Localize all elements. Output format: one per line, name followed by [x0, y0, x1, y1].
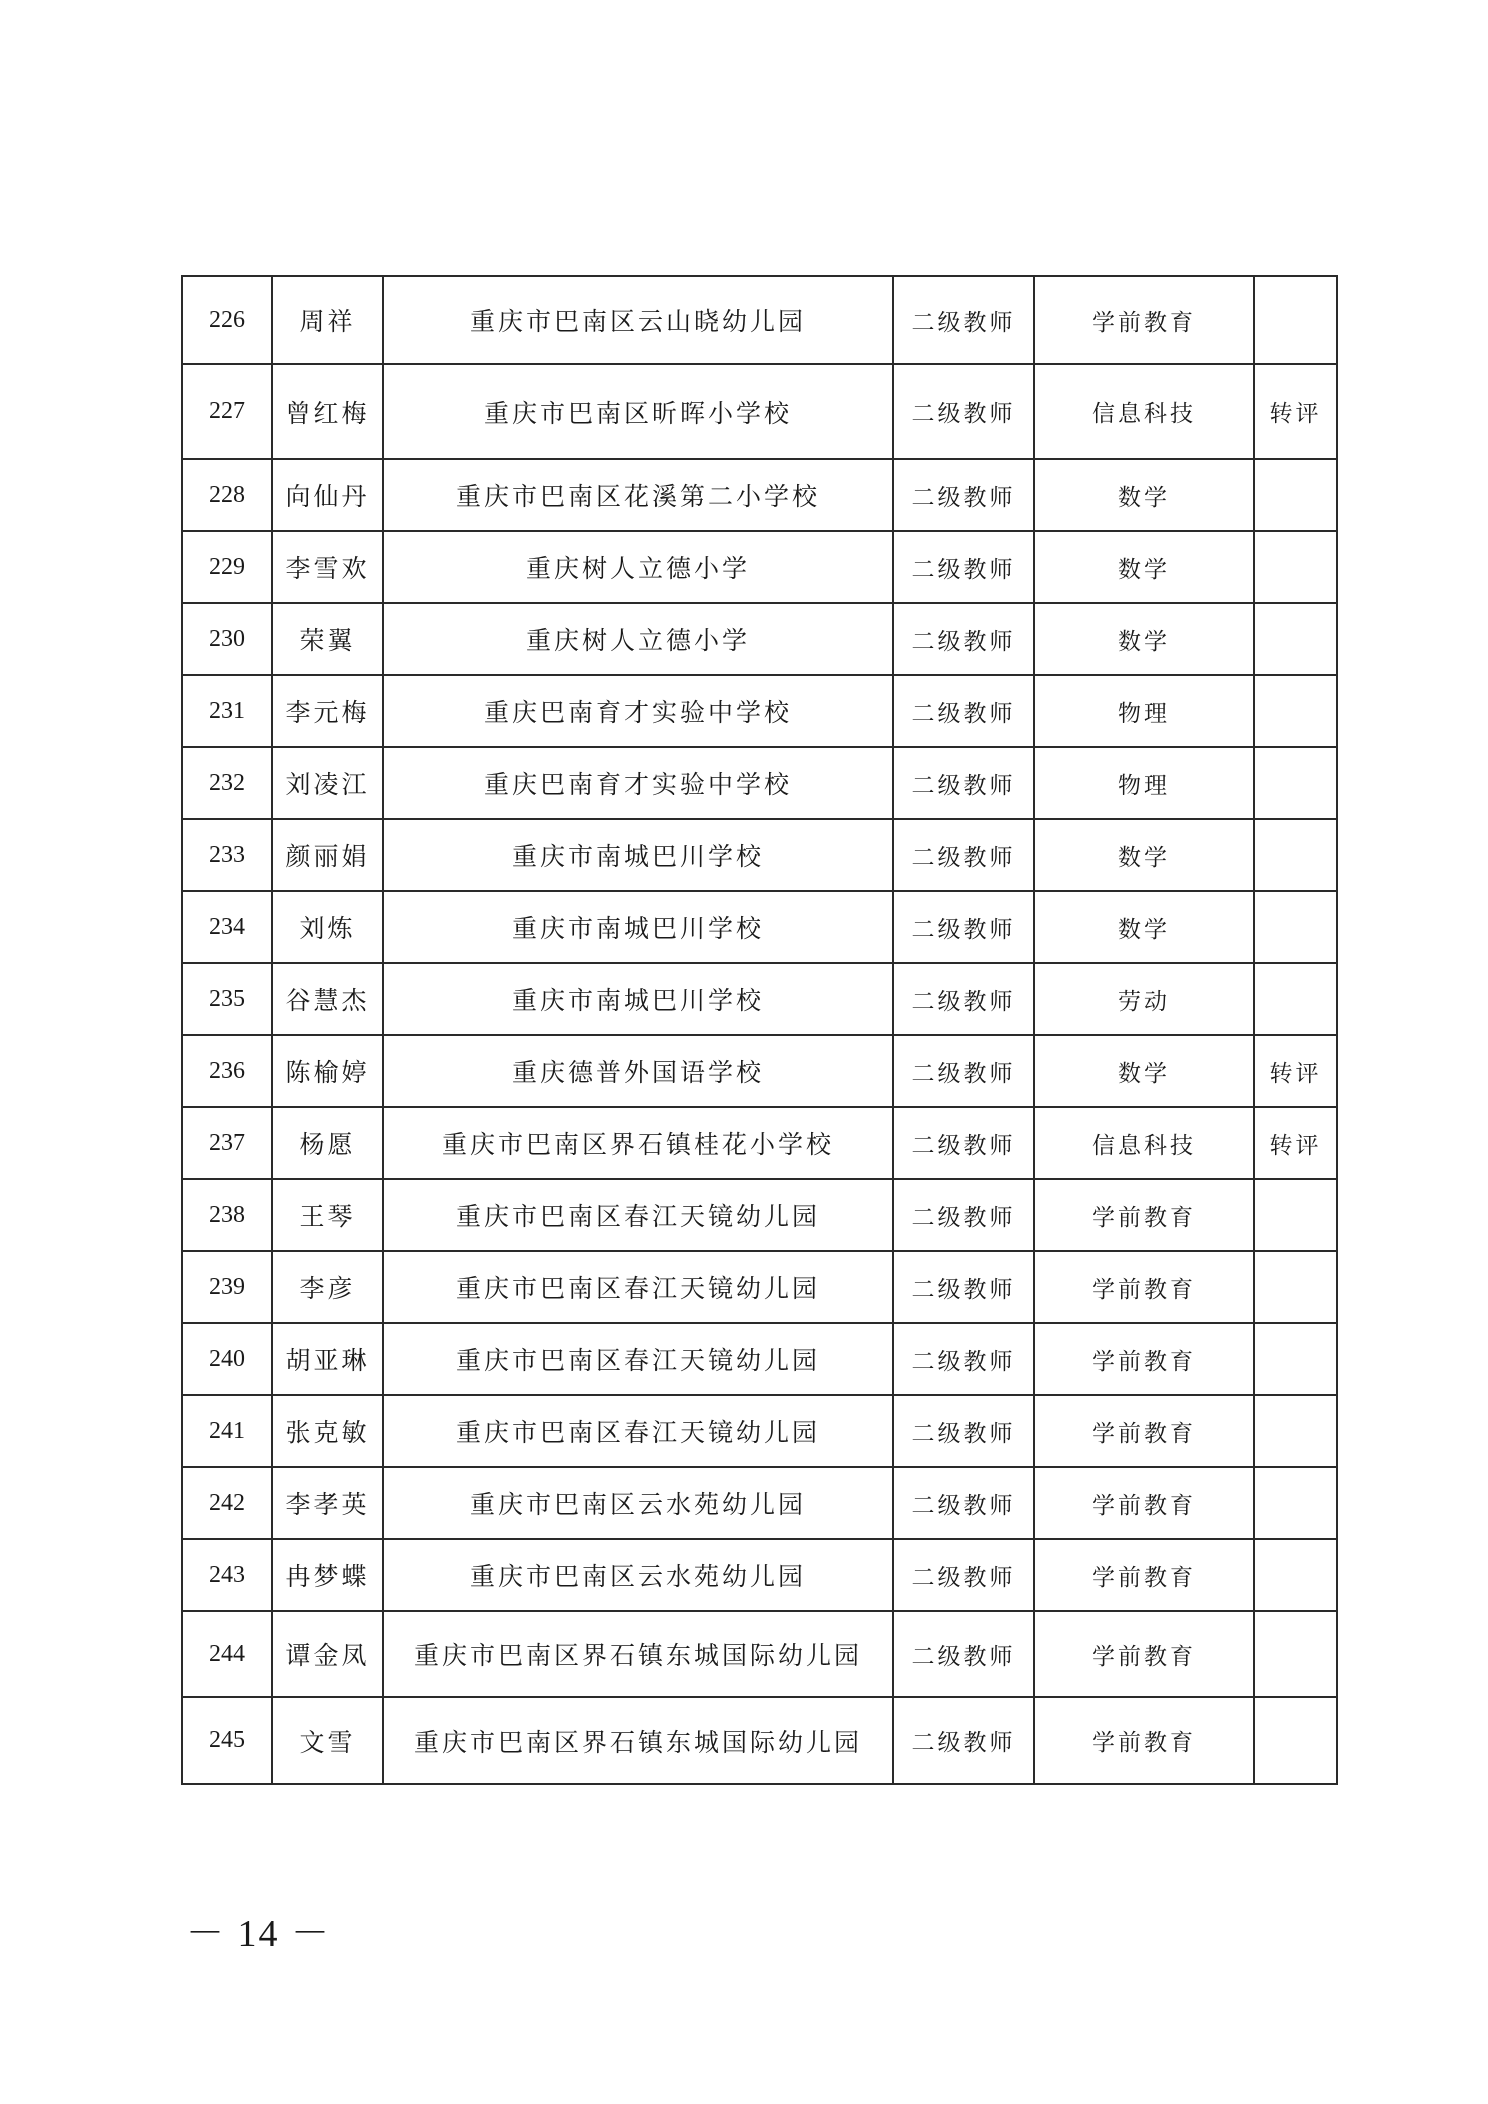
teacher-name-cell: 胡亚琳 [272, 1323, 383, 1395]
table-row [182, 1035, 1337, 1107]
table-row [182, 1107, 1337, 1179]
note-cell [1254, 747, 1337, 819]
subject-cell: 学前教育 [1034, 1251, 1254, 1323]
row-number-cell: 227 [182, 364, 272, 459]
professional-title-cell: 二级教师 [893, 819, 1034, 891]
row-number-cell: 245 [182, 1697, 272, 1784]
school-name-cell: 重庆市南城巴川学校 [383, 963, 893, 1035]
subject-cell: 数学 [1034, 531, 1254, 603]
table-row [182, 603, 1337, 675]
subject-cell: 数学 [1034, 891, 1254, 963]
teacher-name-cell: 李元梅 [272, 675, 383, 747]
professional-title-cell: 二级教师 [893, 675, 1034, 747]
subject-cell: 信息科技 [1034, 1107, 1254, 1179]
row-number-cell: 241 [182, 1395, 272, 1467]
school-name-cell: 重庆市巴南区春江天镜幼儿园 [383, 1395, 893, 1467]
school-name-cell: 重庆市巴南区昕晖小学校 [383, 364, 893, 459]
school-name-cell: 重庆树人立德小学 [383, 603, 893, 675]
roster-body [182, 276, 1337, 1784]
teacher-name-cell: 谭金凤 [272, 1611, 383, 1697]
note-cell: 转评 [1254, 1035, 1337, 1107]
note-cell [1254, 891, 1337, 963]
teacher-title-roster-table [181, 275, 1338, 1785]
table-row [182, 891, 1337, 963]
teacher-name-cell: 张克敏 [272, 1395, 383, 1467]
teacher-name-cell: 荣翼 [272, 603, 383, 675]
note-cell [1254, 1323, 1337, 1395]
teacher-name-cell: 杨愿 [272, 1107, 383, 1179]
table-row [182, 1179, 1337, 1251]
table-row [182, 1395, 1337, 1467]
professional-title-cell: 二级教师 [893, 1107, 1034, 1179]
school-name-cell: 重庆市巴南区春江天镜幼儿园 [383, 1251, 893, 1323]
teacher-name-cell: 冉梦蝶 [272, 1539, 383, 1611]
table-row [182, 364, 1337, 459]
subject-cell: 学前教育 [1034, 1179, 1254, 1251]
note-cell [1254, 963, 1337, 1035]
table-row [182, 531, 1337, 603]
note-cell [1254, 531, 1337, 603]
school-name-cell: 重庆巴南育才实验中学校 [383, 747, 893, 819]
note-cell [1254, 1395, 1337, 1467]
table-row [182, 276, 1337, 364]
teacher-name-cell: 刘炼 [272, 891, 383, 963]
school-name-cell: 重庆市巴南区云水苑幼儿园 [383, 1539, 893, 1611]
row-number-cell: 236 [182, 1035, 272, 1107]
subject-cell: 数学 [1034, 819, 1254, 891]
note-cell: 转评 [1254, 364, 1337, 459]
teacher-name-cell: 李孝英 [272, 1467, 383, 1539]
row-number-cell: 243 [182, 1539, 272, 1611]
row-number-cell: 232 [182, 747, 272, 819]
subject-cell: 数学 [1034, 459, 1254, 531]
table-row [182, 1323, 1337, 1395]
school-name-cell: 重庆市巴南区云水苑幼儿园 [383, 1467, 893, 1539]
professional-title-cell: 二级教师 [893, 963, 1034, 1035]
school-name-cell: 重庆树人立德小学 [383, 531, 893, 603]
note-cell [1254, 819, 1337, 891]
subject-cell: 学前教育 [1034, 1611, 1254, 1697]
subject-cell: 数学 [1034, 1035, 1254, 1107]
school-name-cell: 重庆市南城巴川学校 [383, 819, 893, 891]
row-number-cell: 242 [182, 1467, 272, 1539]
teacher-name-cell: 周祥 [272, 276, 383, 364]
row-number-cell: 233 [182, 819, 272, 891]
school-name-cell: 重庆市巴南区界石镇东城国际幼儿园 [383, 1697, 893, 1784]
table-row [182, 1539, 1337, 1611]
school-name-cell: 重庆市巴南区云山晓幼儿园 [383, 276, 893, 364]
table-row [182, 675, 1337, 747]
note-cell: 转评 [1254, 1107, 1337, 1179]
subject-cell: 物理 [1034, 675, 1254, 747]
professional-title-cell: 二级教师 [893, 364, 1034, 459]
professional-title-cell: 二级教师 [893, 276, 1034, 364]
professional-title-cell: 二级教师 [893, 1251, 1034, 1323]
row-number-cell: 238 [182, 1179, 272, 1251]
professional-title-cell: 二级教师 [893, 1467, 1034, 1539]
row-number-cell: 239 [182, 1251, 272, 1323]
note-cell [1254, 603, 1337, 675]
professional-title-cell: 二级教师 [893, 1035, 1034, 1107]
teacher-name-cell: 王琴 [272, 1179, 383, 1251]
school-name-cell: 重庆市巴南区春江天镜幼儿园 [383, 1179, 893, 1251]
table-row [182, 1611, 1337, 1697]
professional-title-cell: 二级教师 [893, 603, 1034, 675]
note-cell [1254, 276, 1337, 364]
school-name-cell: 重庆市巴南区界石镇桂花小学校 [383, 1107, 893, 1179]
table-row [182, 963, 1337, 1035]
row-number-cell: 235 [182, 963, 272, 1035]
subject-cell: 学前教育 [1034, 1539, 1254, 1611]
note-cell [1254, 1179, 1337, 1251]
subject-cell: 劳动 [1034, 963, 1254, 1035]
teacher-name-cell: 刘凌江 [272, 747, 383, 819]
professional-title-cell: 二级教师 [893, 1179, 1034, 1251]
professional-title-cell: 二级教师 [893, 1395, 1034, 1467]
row-number-cell: 237 [182, 1107, 272, 1179]
professional-title-cell: 二级教师 [893, 1539, 1034, 1611]
note-cell [1254, 1697, 1337, 1784]
row-number-cell: 226 [182, 276, 272, 364]
teacher-name-cell: 文雪 [272, 1697, 383, 1784]
teacher-name-cell: 曾红梅 [272, 364, 383, 459]
teacher-name-cell: 李彦 [272, 1251, 383, 1323]
subject-cell: 信息科技 [1034, 364, 1254, 459]
table-row [182, 819, 1337, 891]
school-name-cell: 重庆市巴南区花溪第二小学校 [383, 459, 893, 531]
note-cell [1254, 1539, 1337, 1611]
teacher-name-cell: 陈榆婷 [272, 1035, 383, 1107]
professional-title-cell: 二级教师 [893, 1323, 1034, 1395]
note-cell [1254, 675, 1337, 747]
professional-title-cell: 二级教师 [893, 459, 1034, 531]
row-number-cell: 240 [182, 1323, 272, 1395]
subject-cell: 物理 [1034, 747, 1254, 819]
subject-cell: 学前教育 [1034, 1697, 1254, 1784]
teacher-name-cell: 李雪欢 [272, 531, 383, 603]
page-number: － 14 － [186, 1913, 332, 1955]
subject-cell: 数学 [1034, 603, 1254, 675]
school-name-cell: 重庆市南城巴川学校 [383, 891, 893, 963]
professional-title-cell: 二级教师 [893, 891, 1034, 963]
subject-cell: 学前教育 [1034, 276, 1254, 364]
note-cell [1254, 459, 1337, 531]
teacher-name-cell: 颜丽娟 [272, 819, 383, 891]
note-cell [1254, 1467, 1337, 1539]
row-number-cell: 234 [182, 891, 272, 963]
school-name-cell: 重庆市巴南区界石镇东城国际幼儿园 [383, 1611, 893, 1697]
table-row [182, 1697, 1337, 1784]
row-number-cell: 229 [182, 531, 272, 603]
note-cell [1254, 1611, 1337, 1697]
row-number-cell: 228 [182, 459, 272, 531]
teacher-name-cell: 向仙丹 [272, 459, 383, 531]
table-row [182, 747, 1337, 819]
subject-cell: 学前教育 [1034, 1323, 1254, 1395]
professional-title-cell: 二级教师 [893, 1611, 1034, 1697]
row-number-cell: 230 [182, 603, 272, 675]
school-name-cell: 重庆巴南育才实验中学校 [383, 675, 893, 747]
professional-title-cell: 二级教师 [893, 747, 1034, 819]
row-number-cell: 244 [182, 1611, 272, 1697]
note-cell [1254, 1251, 1337, 1323]
school-name-cell: 重庆市巴南区春江天镜幼儿园 [383, 1323, 893, 1395]
subject-cell: 学前教育 [1034, 1467, 1254, 1539]
table-row [182, 1467, 1337, 1539]
professional-title-cell: 二级教师 [893, 531, 1034, 603]
table-row [182, 1251, 1337, 1323]
teacher-name-cell: 谷慧杰 [272, 963, 383, 1035]
school-name-cell: 重庆德普外国语学校 [383, 1035, 893, 1107]
table-row [182, 459, 1337, 531]
subject-cell: 学前教育 [1034, 1395, 1254, 1467]
professional-title-cell: 二级教师 [893, 1697, 1034, 1784]
row-number-cell: 231 [182, 675, 272, 747]
